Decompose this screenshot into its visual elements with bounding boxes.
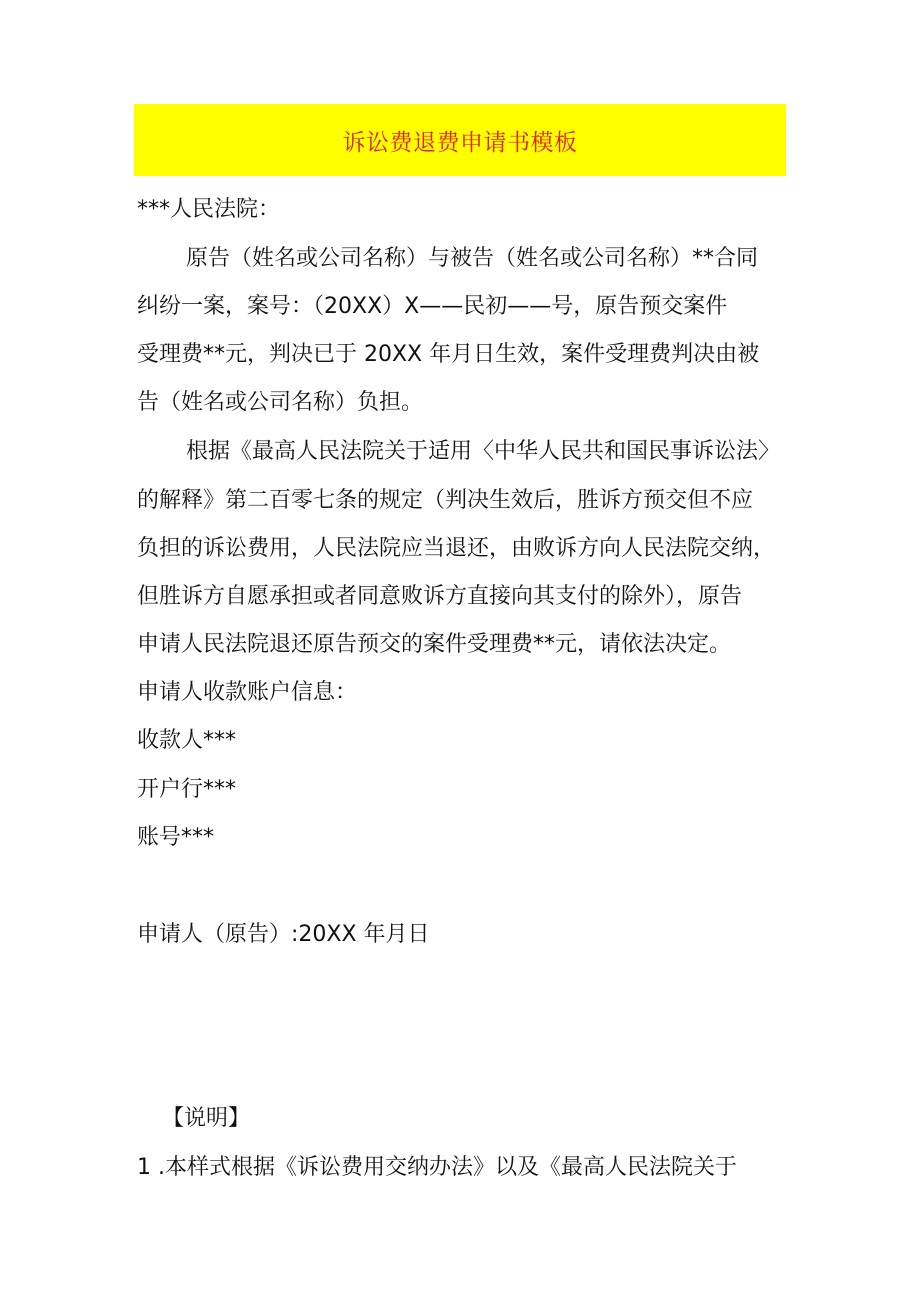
paragraph1-line1: 原告（姓名或公司名称）与被告（姓名或公司名称）**合同 — [186, 246, 759, 271]
paragraph1-line4: 告（姓名或公司名称）负担。 — [137, 390, 424, 415]
paragraph1-line3: 受理费**元，判决已于 20XX 年月日生效，案件受理费判决由被 — [137, 342, 760, 367]
account-number: 账号*** — [137, 825, 215, 850]
bank: 开户行*** — [137, 777, 237, 802]
paragraph2-line4: 但胜诉方自愿承担或者同意败诉方直接向其支付的除外），原告 — [137, 584, 743, 609]
paragraph1-line2: 纠纷一案，案号：（20XX）X——民初——号，原告预交案件 — [137, 294, 728, 319]
account-info-label: 申请人收款账户信息： — [137, 680, 358, 705]
paragraph2-line3: 负担的诉讼费用，人民法院应当退还，由败诉方向人民法院交纳， — [137, 536, 776, 561]
document-title: 诉讼费退费申请书模板 — [342, 129, 578, 156]
addressee: ***人民法院： — [137, 197, 281, 222]
title-banner — [134, 104, 786, 176]
payee: 收款人*** — [137, 728, 237, 753]
signature-line: 申请人（原告）:20XX 年月日 — [137, 922, 430, 947]
paragraph2-line5: 申请人民法院退还原告预交的案件受理费**元，请依法决定。 — [137, 632, 732, 657]
notes-heading: 【说明】 — [162, 1106, 251, 1131]
note-item-1: 1 .本样式根据《诉讼费用交纳办法》以及《最高人民法院关于 — [137, 1155, 737, 1180]
paragraph2-line1: 根据《最高人民法院关于适用〈中华人民共和国民事诉讼法〉 — [186, 439, 781, 464]
paragraph2-line2: 的解释》第二百零七条的规定（判决生效后，胜诉方预交但不应 — [137, 488, 754, 513]
